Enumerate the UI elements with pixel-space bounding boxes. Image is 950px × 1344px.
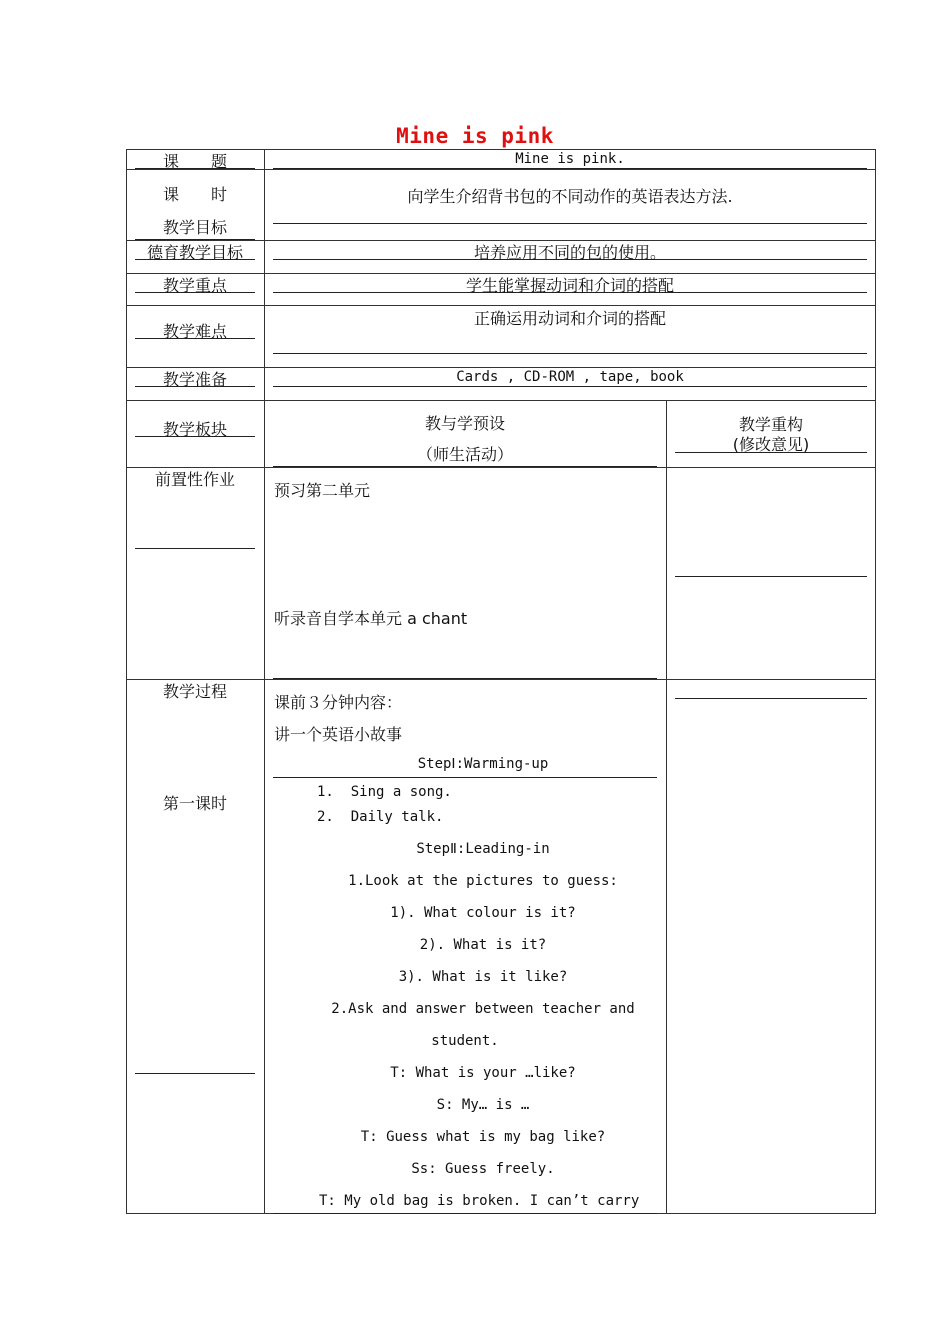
process-line: student.: [431, 1033, 499, 1049]
column-divider: [666, 400, 667, 1214]
preparation-label: 教学准备: [162, 370, 227, 389]
homework-line: 听录音自学本单元 a chant: [274, 609, 468, 628]
value-underline: [273, 1213, 657, 1214]
difficulty-label: 教学难点: [162, 322, 227, 341]
process-line: 1.Look at the pictures to guess:: [348, 873, 618, 889]
objective-value: 向学生介绍背书包的不同动作的英语表达方法.: [407, 187, 733, 206]
rebuild-subheader: (修改意见): [732, 435, 810, 454]
process-line: T: What is your …like?: [390, 1065, 576, 1081]
value-underline: [273, 386, 867, 387]
moral-value: 培养应用不同的包的使用。: [473, 243, 666, 262]
homework-label: 前置性作业: [154, 470, 235, 489]
step-heading: StepⅡ:Leading-in: [416, 841, 550, 857]
page-title: Mine is pink: [396, 124, 554, 148]
homework-line: 预习第二单元: [274, 481, 371, 500]
step-heading: StepⅠ:Warming-up: [417, 756, 549, 772]
value-underline: [273, 353, 867, 354]
value-underline: [273, 168, 867, 169]
value-underline: [273, 777, 657, 778]
value-underline: [273, 223, 867, 224]
value-underline: [273, 466, 657, 467]
value-underline: [675, 698, 867, 699]
objective-label: 教学目标: [162, 218, 227, 237]
rebuild-header: 教学重构: [738, 415, 803, 434]
label-underline: [135, 1073, 255, 1074]
process-label: 教学过程: [162, 682, 227, 701]
preset-subheader: （师生活动）: [416, 445, 513, 464]
key-point-value: 学生能掌握动词和介词的搭配: [465, 276, 674, 295]
value-underline: [675, 576, 867, 577]
process-line: 2. Daily talk.: [317, 809, 444, 825]
process-line: 讲一个英语小故事: [274, 725, 403, 744]
block-header: 教学板块: [162, 420, 227, 439]
process-line: 1. Sing a song.: [317, 784, 452, 800]
preset-header: 教与学预设: [424, 414, 505, 433]
key-point-label: 教学重点: [162, 276, 227, 295]
process-line: 2.Ask and answer between teacher and: [331, 1001, 635, 1017]
label-underline: [135, 548, 255, 549]
process-line: S: My… is …: [436, 1097, 530, 1113]
process-line: Ss: Guess freely.: [411, 1161, 555, 1177]
row-divider: [126, 400, 876, 401]
process-line: 课前３分钟内容：: [274, 693, 403, 712]
moral-label: 德育教学目标: [146, 243, 243, 262]
process-line: 3). What is it like?: [398, 969, 568, 985]
process-line: 2). What is it?: [419, 937, 547, 953]
difficulty-value: 正确运用动词和介词的搭配: [473, 309, 666, 328]
process-line: T: My old bag is broken. I can’t carry: [319, 1193, 640, 1209]
value-underline: [273, 678, 657, 679]
period-one-label: 第一课时: [162, 794, 227, 813]
process-line: 1). What colour is it?: [390, 905, 576, 921]
period-label: 课 时: [162, 185, 227, 204]
process-line: T: Guess what is my bag like?: [360, 1129, 606, 1145]
preparation-value: Cards , CD-ROM , tape, book: [456, 369, 684, 385]
topic-label: 课 题: [162, 152, 227, 171]
topic-value: Mine is pink.: [515, 151, 625, 167]
